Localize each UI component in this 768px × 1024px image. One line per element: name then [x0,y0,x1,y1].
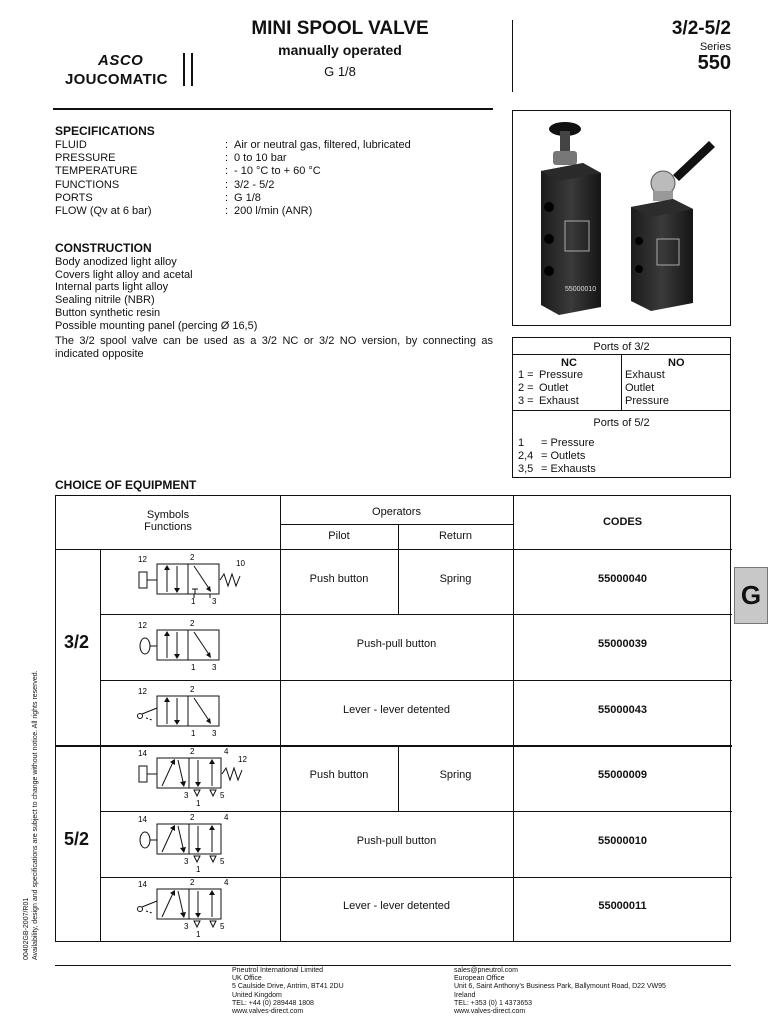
valve-symbol-52-lever-icon [134,879,254,941]
nc-label: NC [561,357,577,369]
port-val: = Exhausts [541,463,596,475]
svg-text:3: 3 [184,791,189,800]
no-label: NO [668,357,685,369]
svg-text:2: 2 [190,686,195,694]
svg-text:12: 12 [138,687,147,696]
svg-text:1: 1 [196,799,201,808]
section-tab: G [734,567,768,624]
svg-text:1: 1 [191,729,196,738]
ports-32-title: Ports of 3/2 [593,341,650,353]
footer-country: United Kingdom [232,991,282,999]
footer-web-link[interactable]: www.valves-direct.com [232,1008,304,1016]
code-cell: 55000040 [598,573,647,585]
port-no: Outlet [625,382,655,394]
port-num: 2 = [518,382,534,394]
side-note [22,670,40,960]
svg-text:1: 1 [196,865,201,874]
construction-heading: CONSTRUCTION [55,241,152,255]
svg-text:14: 14 [138,815,147,824]
svg-text:2: 2 [190,554,195,562]
valve-symbol-32-push-spring-icon [134,554,254,610]
footer-tel: TEL: +44 (0) 289448 1808 [232,999,314,1007]
port-no: Pressure [625,395,670,407]
code-cell: 55000039 [598,638,647,650]
footer-uk [232,967,344,1016]
svg-text:1: 1 [196,930,201,939]
svg-text:1: 1 [191,597,196,606]
port-num: 1 [518,437,525,449]
port-num: 3 = [518,395,534,407]
pilot-cell: Push button [309,573,369,585]
operator-cell: Lever - lever detented [342,704,450,716]
svg-text:10: 10 [236,559,245,568]
port-val: = Outlets [541,450,586,462]
disclaimer: Availability, design and specifications are subject to change without notice. All rights reserved. [32,670,39,960]
valve-symbol-32-push-pull-icon [134,620,254,676]
svg-text:2: 2 [190,620,195,628]
col-codes: CODES [602,516,643,528]
svg-text:12: 12 [238,755,247,764]
svg-text:3: 3 [212,729,217,738]
code-cell: 55000009 [598,769,647,781]
construction-line: Sealing nitrile (NBR) [55,294,155,306]
svg-text:2: 2 [190,879,195,887]
svg-text:5: 5 [220,791,225,800]
svg-text:1: 1 [191,663,196,672]
construction-line: Internal parts light alloy [55,281,169,293]
page-title: MINI SPOOL VALVE [251,18,429,39]
valve-symbol-32-lever-icon [134,686,254,742]
operator-cell: Push-pull button [356,638,437,650]
svg-text:5: 5 [220,857,225,866]
footer-address: Unit 6, Saint Anthony’s Business Park, Ballymount Road, D22 VW95 [454,983,666,991]
logo-joucomatic: JOUCOMATIC [65,71,168,88]
footer-office: UK Office [232,975,262,983]
code-cell: 55000043 [598,704,647,716]
svg-text:3: 3 [184,922,189,931]
series-number: 550 [697,52,731,74]
port-num: 2,4 [518,450,534,462]
col-operators: Operators [372,506,421,518]
product-photo [512,110,731,326]
svg-text:4: 4 [224,814,229,822]
logo-bars-icon [183,53,193,86]
col-symbols: Symbols [146,509,190,521]
footer-web-link[interactable]: www.valves-direct.com [454,1008,526,1016]
return-cell: Spring [439,573,472,585]
col-return: Return [438,530,473,542]
operator-cell: Push-pull button [356,835,437,847]
port-num: 3,5 [518,463,534,475]
doc-ref: 00402GB-2007/R01 [23,897,30,960]
footer-country: Ireland [454,991,476,999]
equipment-table [55,495,731,942]
operator-cell: Lever - lever detented [342,900,450,912]
port-nc: Outlet [539,382,569,394]
construction-line: Possible mounting panel (percing Ø 16,5) [55,320,258,332]
valve-symbol-52-push-spring-icon [134,748,254,810]
header-rule [53,108,493,110]
svg-text:3: 3 [212,663,217,672]
ports-52-title: Ports of 5/2 [593,417,650,429]
svg-text:12: 12 [138,555,147,564]
footer-address: 5 Caulside Drive, Antrim, BT41 2DU [232,983,344,991]
construction-line: Body anodized light alloy [55,256,177,268]
return-cell: Spring [439,769,472,781]
svg-text:12: 12 [138,621,147,630]
equipment-heading: CHOICE OF EQUIPMENT [55,478,197,492]
logo-asco: ASCO [98,52,144,69]
pilot-cell: Push button [309,769,369,781]
ports-box [512,337,731,478]
photo-label: 55000010 [565,286,597,293]
group-32: 3/2 [64,632,90,652]
port-no: Exhaust [625,369,665,381]
group-52: 5/2 [64,829,90,849]
footer-company: Pneutrol International Limited [232,967,324,974]
page-subtitle: manually operated [278,42,402,58]
valve-symbol-52-push-pull-icon [134,814,254,876]
footer-rule [55,965,731,966]
port-size: G 1/8 [324,64,356,79]
footer-email-link[interactable]: sales@pneutrol.com [454,967,518,974]
footer-tel: TEL: +353 (0) 1 4373653 [454,999,533,1007]
header-divider [512,20,513,92]
svg-text:14: 14 [138,749,147,758]
port-num: 1 = [518,369,534,381]
svg-text:2: 2 [190,748,195,756]
code-cell: 55000011 [598,900,647,912]
port-nc: Exhaust [539,395,579,407]
footer-eu [454,967,666,1016]
port-nc: Pressure [539,369,584,381]
svg-text:4: 4 [224,879,229,887]
construction-note: The 3/2 spool valve can be used as a 3/2 NC or 3/2 NO version, by connecting as indicated opposite [55,335,493,360]
svg-text:5: 5 [220,922,225,931]
svg-text:2: 2 [190,814,195,822]
svg-text:14: 14 [138,880,147,889]
svg-text:3: 3 [184,857,189,866]
functions-label: 3/2-5/2 [671,18,731,39]
col-functions: Functions [144,521,192,533]
construction-line: Covers light alloy and acetal [55,269,193,281]
footer-office: European Office [454,975,505,983]
valve-illustration-icon [513,111,730,325]
svg-text:3: 3 [212,597,217,606]
col-pilot: Pilot [328,530,350,542]
specifications-heading: SPECIFICATIONS [55,124,155,138]
svg-text:4: 4 [224,748,229,756]
code-cell: 55000010 [598,835,647,847]
construction-line: Button synthetic resin [55,307,161,319]
series-label: Series [699,41,731,53]
port-val: = Pressure [541,437,595,449]
